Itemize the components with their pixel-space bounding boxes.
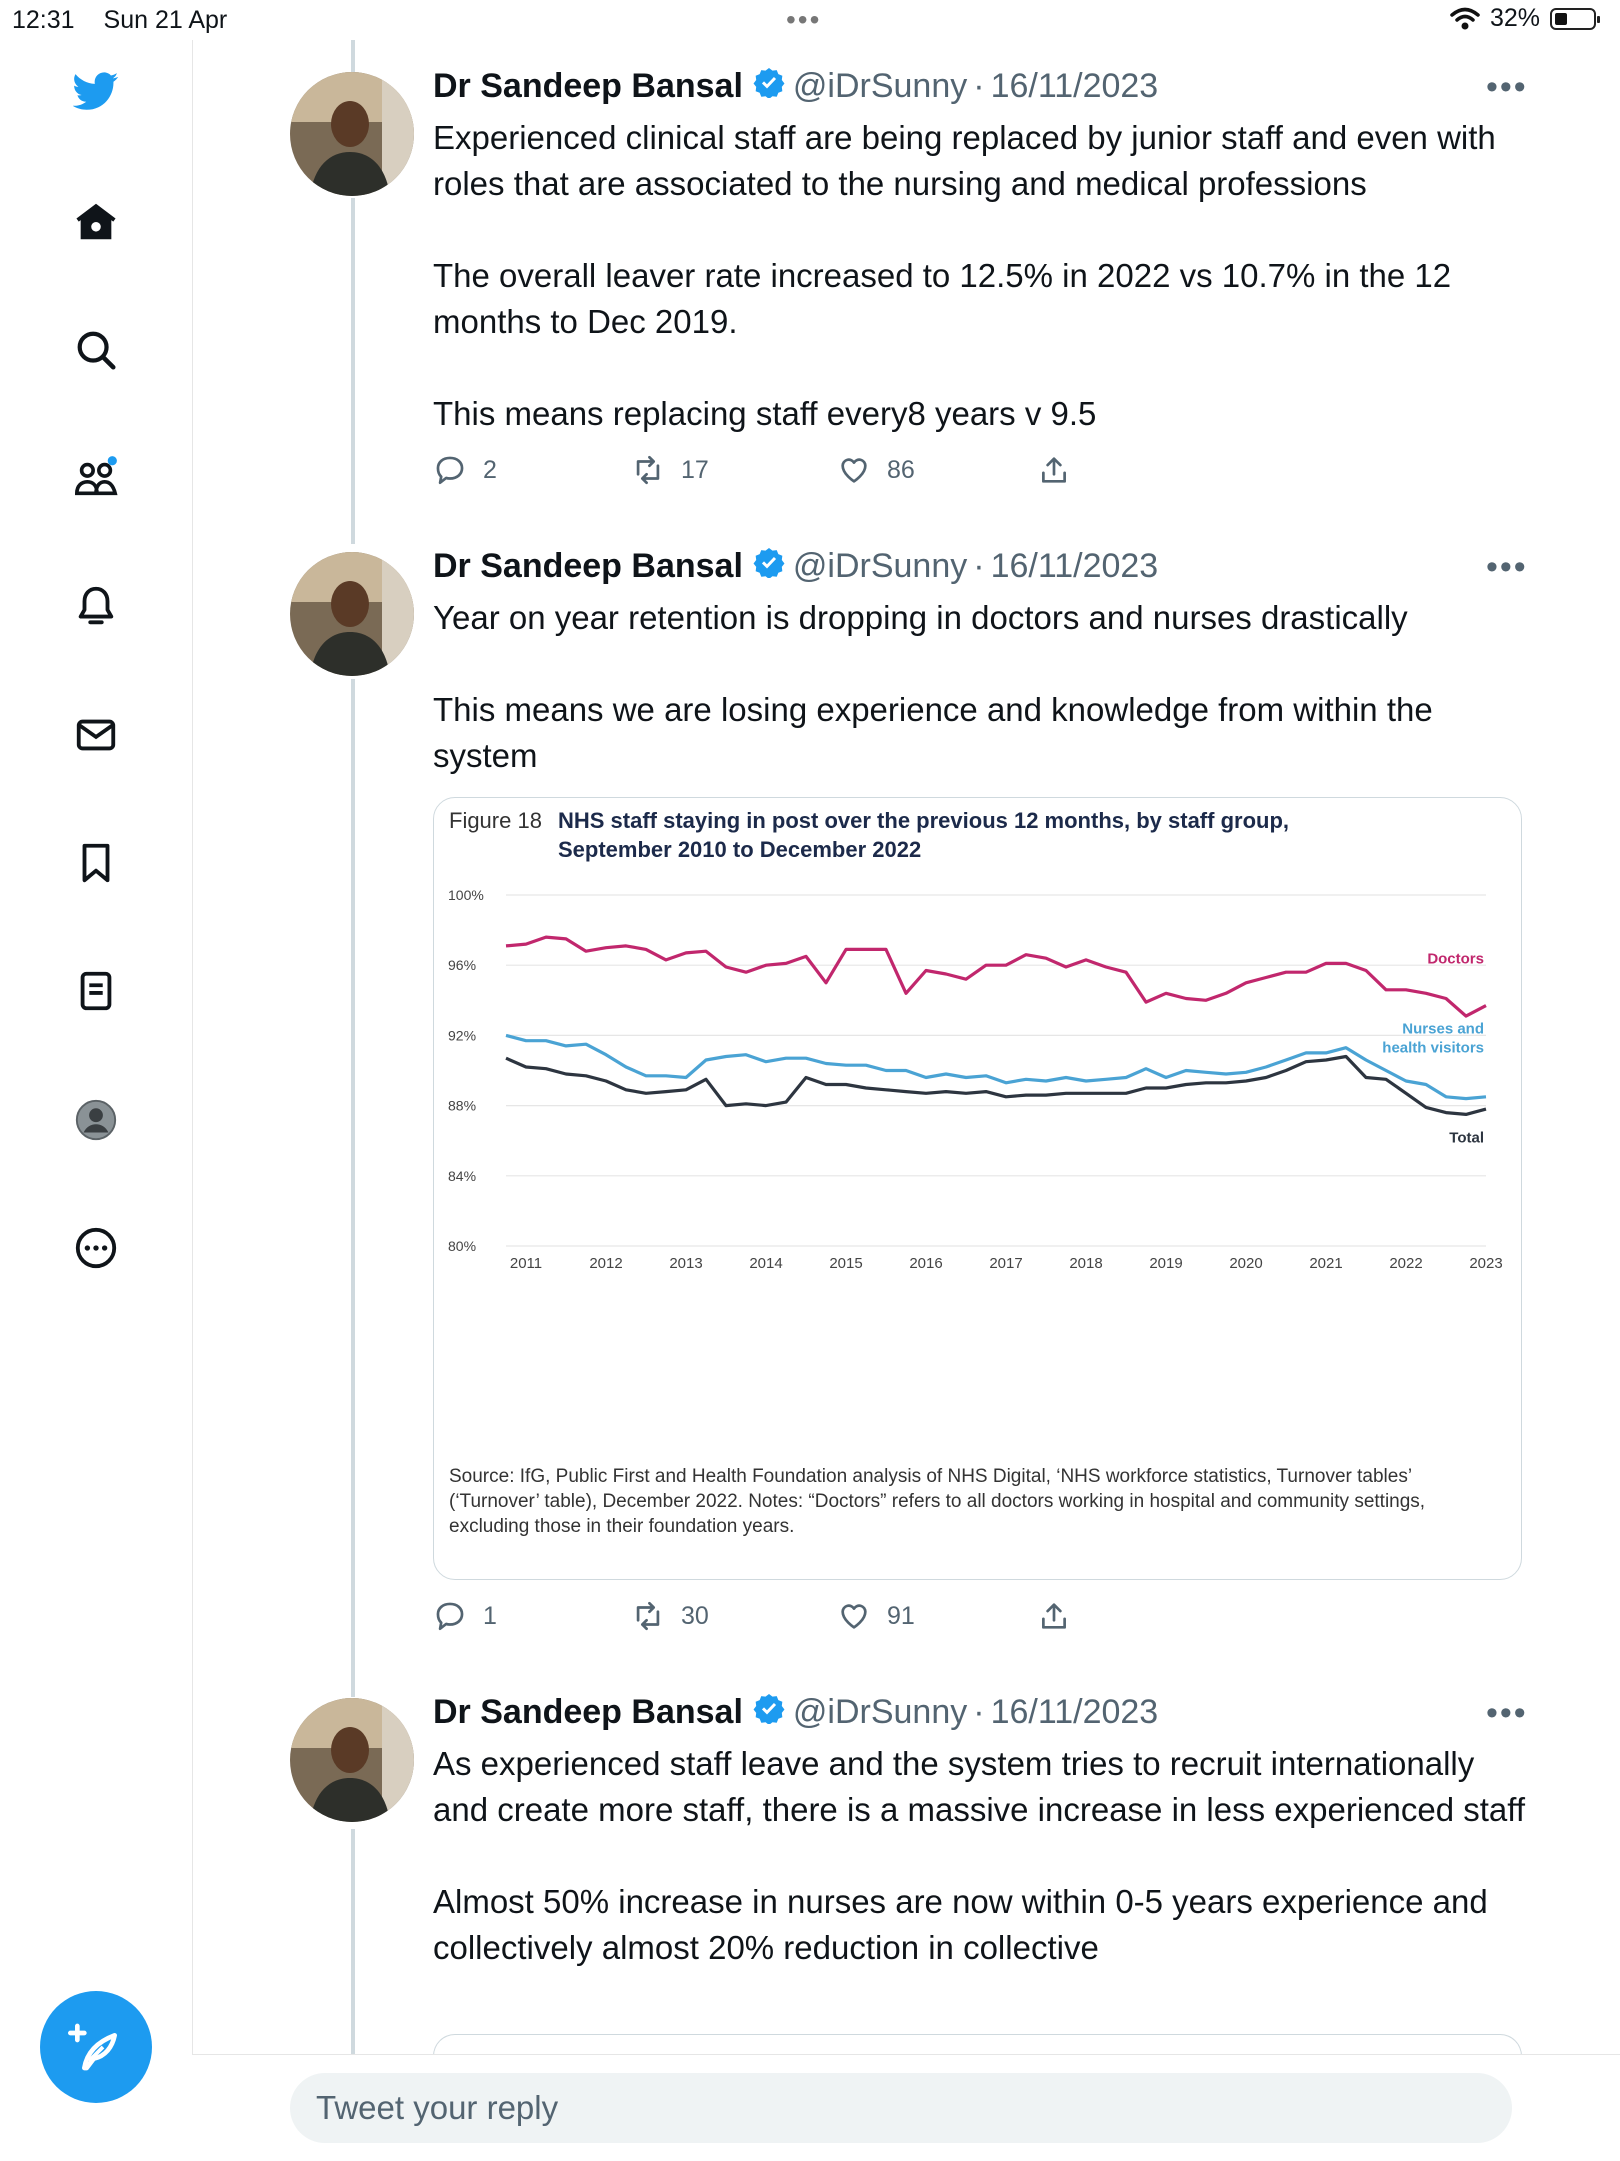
thread-connector xyxy=(351,198,355,544)
like-count: 91 xyxy=(887,1601,915,1630)
series-label: Nurses and xyxy=(1402,1020,1484,1038)
x-tick-label: 2022 xyxy=(1389,1255,1423,1272)
x-tick-label: 2017 xyxy=(989,1255,1023,1272)
x-tick-label: 2020 xyxy=(1229,1255,1263,1272)
share-button[interactable] xyxy=(1037,453,1071,487)
y-tick-label: 88% xyxy=(448,1097,477,1114)
retweet-icon xyxy=(631,453,665,487)
meta-separator: · xyxy=(973,67,985,105)
chart-image-card[interactable] xyxy=(433,797,1522,1580)
messages-envelope-icon[interactable] xyxy=(71,710,121,760)
more-options-icon[interactable]: ••• xyxy=(1486,548,1528,586)
retweet-button[interactable] xyxy=(631,453,709,487)
x-tick-label: 2012 xyxy=(589,1255,623,1272)
author-avatar[interactable] xyxy=(290,1698,414,1822)
tweet-text xyxy=(433,1741,1533,1971)
author-handle[interactable]: @iDrSunny xyxy=(792,1693,968,1731)
tweet-text xyxy=(433,595,1533,779)
meta-separator: · xyxy=(973,547,985,585)
reply-button[interactable] xyxy=(433,453,497,487)
x-tick-label: 2016 xyxy=(909,1255,943,1272)
y-tick-label: 80% xyxy=(448,1238,477,1254)
reply-count: 1 xyxy=(483,1601,497,1630)
tweet-date[interactable]: 16/11/2023 xyxy=(990,547,1159,585)
tweet-paragraph: The overall leaver rate increased to 12.5% in 2022 vs 10.7% in the 12 months to Dec 2019. xyxy=(433,257,1452,340)
author-name[interactable]: Dr Sandeep Bansal xyxy=(433,1693,743,1731)
tweet-paragraph: Almost 50% increase in nurses are now within 0-5 years experience and collectively almost 20% reduction in collective xyxy=(433,1883,1488,1966)
reply-bar xyxy=(192,2054,1620,2161)
series-label: Doctors xyxy=(1427,950,1484,968)
like-button[interactable] xyxy=(837,453,915,487)
y-tick-label: 100% xyxy=(448,887,484,903)
y-tick-label: 92% xyxy=(448,1027,477,1044)
multitasking-dots-icon[interactable]: ••• xyxy=(786,4,822,35)
thread-connector xyxy=(351,40,355,72)
author-name[interactable]: Dr Sandeep Bansal xyxy=(433,547,743,585)
more-options-icon[interactable]: ••• xyxy=(1486,1694,1528,1732)
wifi-icon xyxy=(1450,7,1480,31)
communities-icon[interactable] xyxy=(71,453,121,503)
compose-feather-icon xyxy=(68,2019,124,2075)
tweet-paragraph: As experienced staff leave and the system tries to recruit internationally and create more staff, there is a massive increase in less experienced staff xyxy=(433,1745,1525,1828)
reply-count: 2 xyxy=(483,455,497,484)
author-name[interactable]: Dr Sandeep Bansal xyxy=(433,67,743,105)
tweet-paragraph: This means we are losing experience and knowledge from within the system xyxy=(433,691,1433,774)
chart-source: Source: IfG, Public First and Health Foundation analysis of NHS Digital, ‘NHS workforce statistics, Turnover tables’ xyxy=(449,1466,1413,1487)
tweet-actions xyxy=(433,1599,1093,1639)
tweet-date[interactable]: 16/11/2023 xyxy=(990,67,1159,105)
x-tick-label: 2015 xyxy=(829,1255,863,1272)
series-label: health visitors xyxy=(1382,1039,1484,1057)
tweet-header xyxy=(433,66,1158,107)
thread-connector xyxy=(351,679,355,1697)
bookmark-icon[interactable] xyxy=(71,838,121,888)
retweet-button[interactable] xyxy=(631,1599,709,1633)
lists-icon[interactable] xyxy=(71,966,121,1016)
like-count: 86 xyxy=(887,455,915,484)
x-tick-label: 2011 xyxy=(509,1255,543,1272)
tweet-header xyxy=(433,1692,1158,1733)
series-line-doctors xyxy=(506,937,1486,1016)
heart-icon xyxy=(837,453,871,487)
battery-icon xyxy=(1550,8,1596,30)
tweet-date[interactable]: 16/11/2023 xyxy=(990,1693,1159,1731)
tweet-header xyxy=(433,546,1158,587)
x-tick-label: 2013 xyxy=(669,1255,703,1272)
meta-separator: · xyxy=(973,1693,985,1731)
author-avatar[interactable] xyxy=(290,72,414,196)
x-tick-label: 2023 xyxy=(1469,1255,1503,1272)
reply-icon xyxy=(433,453,467,487)
share-icon xyxy=(1037,453,1071,487)
more-options-icon[interactable]: ••• xyxy=(1486,68,1528,106)
x-tick-label: 2018 xyxy=(1069,1255,1103,1272)
tweet-paragraph: Experienced clinical staff are being replaced by junior staff and even with roles that are associated to the nursing and medical professions xyxy=(433,119,1496,202)
figure-label: Figure 18 xyxy=(449,808,542,833)
like-button[interactable] xyxy=(837,1599,915,1633)
search-icon[interactable] xyxy=(71,325,121,375)
tweet-actions xyxy=(433,453,1093,493)
reply-icon xyxy=(433,1599,467,1633)
status-date: Sun 21 Apr xyxy=(103,6,228,34)
compose-button[interactable] xyxy=(40,1991,152,2103)
share-icon xyxy=(1037,1599,1071,1633)
thread-connector xyxy=(351,1829,355,2054)
sidebar xyxy=(0,40,193,2160)
chart-title: NHS staff staying in post over the previous 12 months, by staff group, xyxy=(558,808,1289,833)
tweet-paragraph: Year on year retention is dropping in doctors and nurses drastically xyxy=(433,599,1408,636)
tweet-text xyxy=(433,115,1533,437)
chart-source: excluding those in their foundation years. xyxy=(449,1516,795,1537)
author-handle[interactable]: @iDrSunny xyxy=(792,547,968,585)
series-line-nurses-and-health-visitors xyxy=(506,1035,1486,1098)
retweet-count: 17 xyxy=(681,455,709,484)
x-tick-label: 2019 xyxy=(1149,1255,1183,1272)
twitter-bird-icon[interactable] xyxy=(71,66,121,116)
x-tick-label: 2021 xyxy=(1309,1255,1343,1272)
verified-badge-icon xyxy=(753,66,785,107)
chart-title: September 2010 to December 2022 xyxy=(558,837,922,862)
reply-input[interactable]: Tweet your reply xyxy=(290,2073,1512,2143)
profile-avatar-icon[interactable] xyxy=(71,1095,121,1145)
retention-chart xyxy=(434,798,1521,1579)
verified-badge-icon xyxy=(753,546,785,587)
x-tick-label: 2014 xyxy=(749,1255,783,1272)
heart-icon xyxy=(837,1599,871,1633)
author-handle[interactable]: @iDrSunny xyxy=(792,67,968,105)
series-label: Total xyxy=(1449,1129,1484,1147)
reply-button[interactable] xyxy=(433,1599,497,1633)
y-tick-label: 84% xyxy=(448,1167,477,1184)
tweet-paragraph: This means replacing staff every8 years v 9.5 xyxy=(433,395,1097,432)
y-tick-label: 96% xyxy=(448,957,477,974)
status-bar xyxy=(0,0,1620,40)
home-icon[interactable] xyxy=(71,197,121,247)
battery-percent: 32% xyxy=(1489,4,1540,32)
chart-source: (‘Turnover’ table), December 2022. Notes: “Doctors” refers to all doctors working in hospital and community settings, xyxy=(449,1491,1426,1512)
retweet-count: 30 xyxy=(681,1601,709,1630)
retweet-icon xyxy=(631,1599,665,1633)
notifications-bell-icon[interactable] xyxy=(71,581,121,631)
author-avatar[interactable] xyxy=(290,552,414,676)
verified-badge-icon xyxy=(753,1692,785,1733)
status-time: 12:31 xyxy=(12,6,75,34)
more-circle-icon[interactable] xyxy=(71,1223,121,1273)
share-button[interactable] xyxy=(1037,1599,1071,1633)
